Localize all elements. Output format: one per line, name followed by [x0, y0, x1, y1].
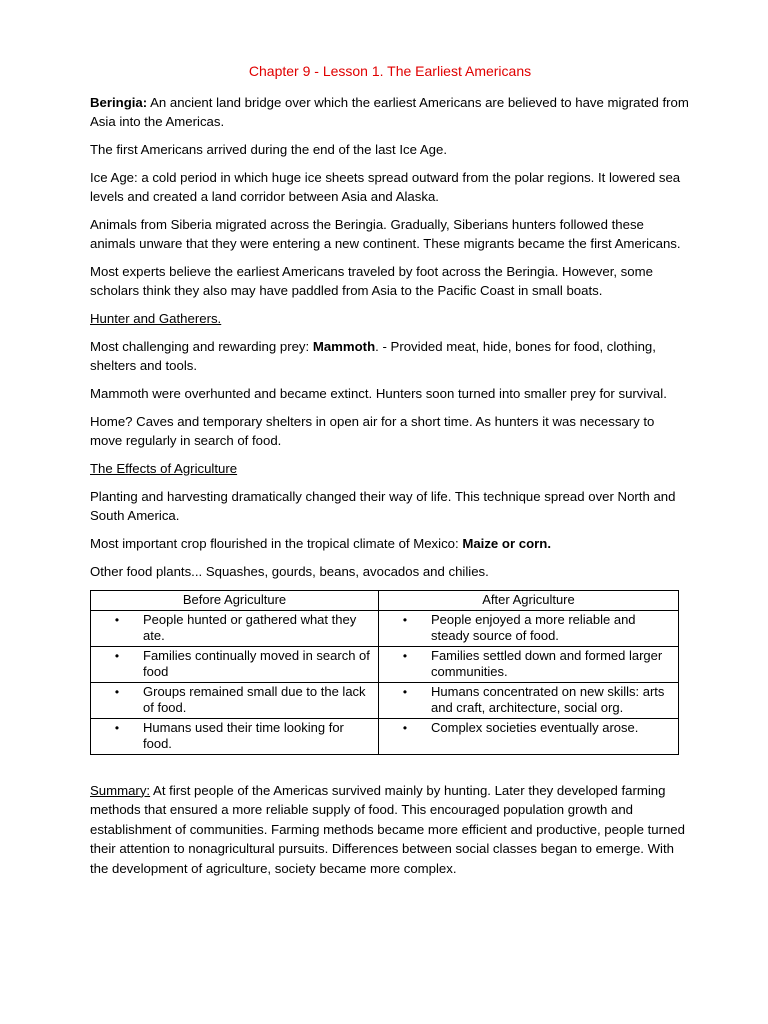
- table-cell: [379, 646, 679, 682]
- bullet-icon: •: [114, 612, 120, 627]
- table-cell: [379, 718, 679, 754]
- page-title: Chapter 9 - Lesson 1. The Earliest Americans: [248, 63, 532, 79]
- cell-text: Humans used their time looking for food.: [143, 719, 344, 751]
- table-cell: [379, 682, 679, 718]
- crop-prefix: Most important crop flourished in the tropical climate of Mexico:: [90, 536, 463, 551]
- animals-paragraph: Animals from Siberia migrated across the Beringia. Gradually, Siberians hunters followed these animals unware that they were entering a new continent. These migrants became the first Americans.: [90, 217, 681, 251]
- bullet-icon: •: [114, 720, 120, 735]
- summary-paragraph: [90, 781, 690, 879]
- cell-text: People hunted or gathered what they ate.: [143, 611, 357, 643]
- bullet-icon: •: [402, 648, 408, 663]
- prey-suffix: . - Provided meat, hide, bones for food, clothing, shelters and tools.: [90, 339, 656, 373]
- table-header-row: [91, 591, 679, 611]
- crop-paragraph: [90, 534, 690, 553]
- experts-paragraph: Most experts believe the earliest Americans traveled by foot across the Beringia. However, some scholars think they also may have paddled from Asia to the Pacific Coast in small boats.: [90, 264, 653, 298]
- table-cell: [91, 646, 379, 682]
- table-row: [91, 646, 679, 682]
- cell-text: Humans concentrated on new skills: arts and craft, architecture, social org.: [431, 683, 665, 715]
- hunters-heading: Hunter and Gatherers.: [90, 311, 222, 326]
- prey-term: Mammoth: [312, 339, 376, 354]
- bullet-icon: •: [402, 720, 408, 735]
- comparison-table: [90, 590, 679, 755]
- table-cell: [91, 610, 379, 646]
- prey-prefix: Most challenging and rewarding prey:: [90, 339, 313, 354]
- first-americans-paragraph: The first Americans arrived during the end of the last Ice Age.: [90, 142, 447, 157]
- beringia-definition: An ancient land bridge over which the earliest Americans are believed to have migrated from Asia into the Americas.: [90, 95, 689, 129]
- beringia-paragraph: [90, 93, 690, 131]
- bullet-icon: •: [402, 612, 408, 627]
- table-row: [91, 718, 679, 754]
- cell-text: Families settled down and formed larger communities.: [431, 647, 663, 679]
- prey-paragraph: [90, 337, 690, 375]
- bullet-icon: •: [114, 684, 120, 699]
- cell-text: Complex societies eventually arose.: [431, 719, 639, 735]
- table-cell: [91, 718, 379, 754]
- summary-label: Summary:: [90, 782, 151, 798]
- beringia-term: Beringia:: [90, 95, 148, 110]
- summary-text: At first people of the Americas survived mainly by hunting. Later they developed farming methods that ensured a more reliable supply of food. This encouraged population growth and establishment of communities. Farming methods became more efficient and productive, people turned their attention to nonagricultural pursuits. Differences between social classes began to emerge. With the development of agriculture, society became more complex.: [90, 782, 685, 876]
- bullet-icon: •: [402, 684, 408, 699]
- table-row: [91, 610, 679, 646]
- agriculture-heading: The Effects of Agriculture: [90, 461, 238, 476]
- home-paragraph: Home? Caves and temporary shelters in open air for a short time. As hunters it was necessary to move regularly in search of food.: [90, 414, 655, 448]
- cell-text: Families continually moved in search of food: [143, 647, 370, 679]
- cell-text: Groups remained small due to the lack of food.: [143, 683, 366, 715]
- document-body: [90, 62, 690, 887]
- overhunted-paragraph: Mammoth were overhunted and became extinct. Hunters soon turned into smaller prey for survival.: [90, 386, 667, 401]
- table-header-before: Before Agriculture: [91, 591, 379, 611]
- other-plants-paragraph: Other food plants... Squashes, gourds, beans, avocados and chilies.: [90, 564, 489, 579]
- crop-term: Maize or corn.: [462, 536, 552, 551]
- planting-paragraph: Planting and harvesting dramatically changed their way of life. This technique spread over North and South America.: [90, 489, 676, 523]
- bullet-icon: •: [114, 648, 120, 663]
- table-cell: [379, 610, 679, 646]
- table-cell: [91, 682, 379, 718]
- table-header-after: After Agriculture: [379, 591, 679, 611]
- table-row: [91, 682, 679, 718]
- cell-text: People enjoyed a more reliable and steady source of food.: [431, 611, 636, 643]
- ice-age-paragraph: Ice Age: a cold period in which huge ice sheets spread outward from the polar regions. It lowered sea levels and created a land corridor between Asia and Alaska.: [90, 170, 681, 204]
